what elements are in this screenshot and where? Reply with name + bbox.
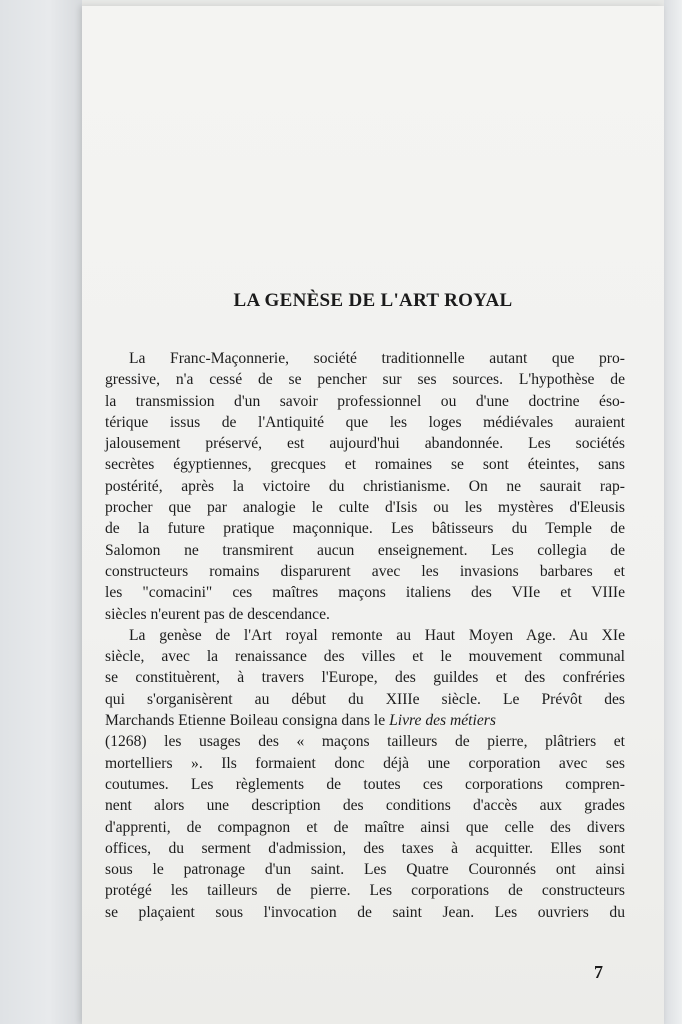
text-line: La genèse de l'Art royal remonte au Haut Moyen Age. Au XIe (129, 626, 625, 644)
text-line: La Franc-Maçonnerie, société traditionnelle autant que pro- (129, 350, 625, 367)
text-line: offices, du serment d'admission, des taxes à acquitter. Elles sont (105, 839, 625, 857)
text-line: (1268) les usages des « maçons tailleurs de pierre, plâtriers et (105, 733, 625, 751)
text-line: gressive, n'a cessé de se pencher sur ses sources. L'hypothèse de (105, 371, 625, 389)
right-background-edge (662, 0, 682, 1024)
page-number: 7 (594, 962, 603, 982)
text-line: sous le patronage d'un saint. Les Quatre Couronnés ont ainsi (105, 861, 625, 879)
chapter-title: LA GENÈSE DE L'ART ROYAL (233, 290, 513, 311)
text-line: d'apprenti, de compagnon et de maître ainsi que celle des divers (105, 818, 625, 836)
text-line: térique issus de l'Antiquité que les loges médiévales auraient (105, 413, 625, 431)
text-line: constructeurs romains disparurent avec les invasions barbares et (105, 562, 625, 580)
text-line: secrètes égyptiennes, grecques et romaines se sont éteintes, sans (105, 456, 625, 474)
text-line: postérité, après la victoire du christianisme. On ne saurait rap- (105, 477, 625, 495)
body-text (105, 348, 625, 923)
text-line: procher que par analogie le culte d'Isis ou les mystères d'Eleusis (105, 499, 625, 517)
text-line: qui s'organisèrent au début du XIIIe siècle. Le Prévôt des (105, 690, 625, 708)
text-line: coutumes. Les règlements de toutes ces corporations compren- (105, 775, 625, 793)
text-line: de la future pratique maçonnique. Les bâtisseurs du Temple de (105, 520, 625, 538)
text-line: se constituèrent, à travers l'Europe, des guildes et des confréries (105, 669, 625, 687)
text-line: siècles n'eurent pas de descendance. (105, 605, 330, 623)
text-line: la transmission d'un savoir professionnel ou d'une doctrine éso- (105, 392, 625, 410)
book-page (82, 6, 664, 1024)
text-line-with-italic (105, 710, 625, 731)
text-segment: Marchands Etienne Boileau consigna dans le (105, 712, 386, 730)
text-line: protégé les tailleurs de pierre. Les corporations de constructeurs (105, 882, 625, 900)
text-line: les "comacini" ces maîtres maçons italiens des VIIe et VIIIe (105, 584, 625, 602)
text-line: jalousement préservé, est aujourd'hui abandonnée. Les sociétés (105, 435, 625, 453)
text-line: Salomon ne transmirent aucun enseignement. Les collegia de (105, 541, 625, 559)
text-line: nent alors une description des conditions d'accès aux grades (105, 797, 625, 815)
left-page-edge (0, 0, 82, 1024)
text-line: se plaçaient sous l'invocation de saint Jean. Les ouvriers du (105, 903, 625, 921)
text-line: mortelliers ». Ils formaient donc déjà une corporation avec ses (105, 754, 625, 772)
italic-book-title: Livre des métiers (389, 712, 496, 730)
text-line: siècle, avec la renaissance des villes et le mouvement communal (105, 648, 625, 666)
